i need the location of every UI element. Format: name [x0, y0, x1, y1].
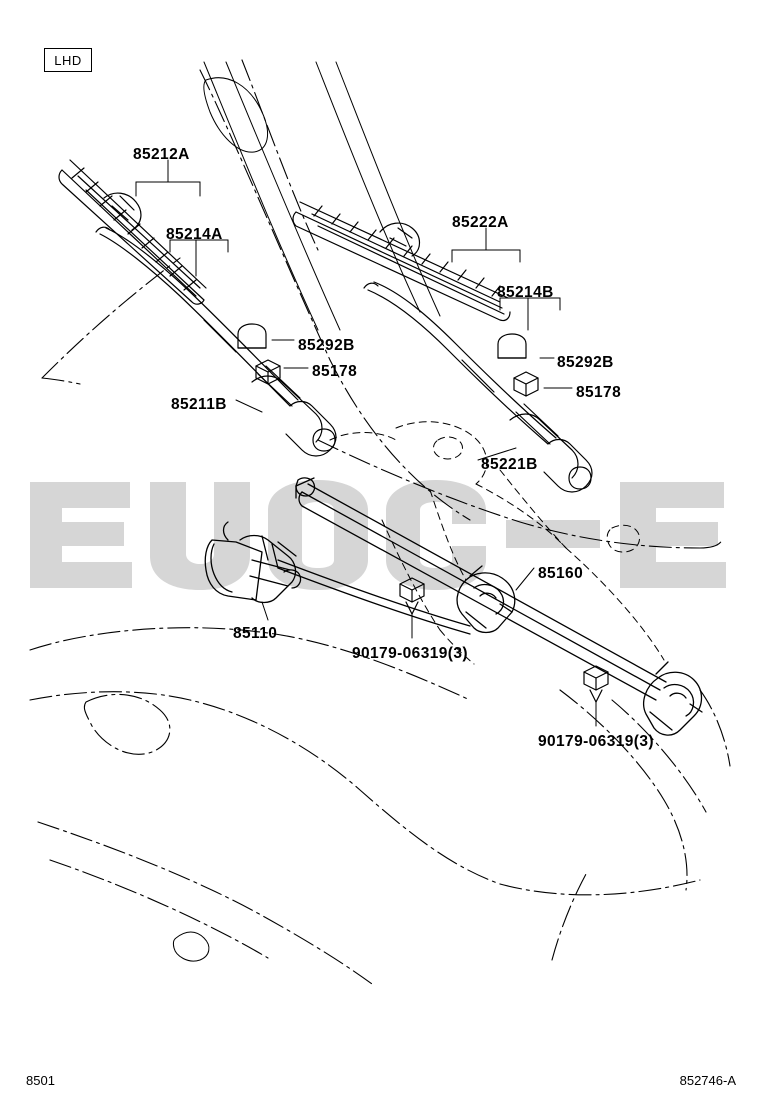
part-label-85178-right: 85178 [576, 384, 622, 401]
part-label-85292B-right: 85292B [557, 354, 614, 371]
part-label-85178-left: 85178 [312, 363, 358, 380]
part-label-85214A: 85214A [166, 226, 223, 243]
lhd-badge: LHD [44, 48, 92, 72]
part-label-85292B-left: 85292B [298, 337, 355, 354]
part-label-85222A: 85222A [452, 214, 509, 231]
part-label-85110: 85110 [233, 625, 278, 642]
part-label-85211B: 85211B [171, 396, 227, 413]
part-label-85212A: 85212A [133, 146, 190, 163]
part-label-85214B: 85214B [497, 284, 554, 301]
footer-figure-code: 852746-A [679, 1073, 736, 1088]
part-label-90179-06319-upper: 90179-06319(3) [352, 645, 468, 662]
part-label-85221B: 85221B [481, 456, 538, 473]
part-label-90179-06319-lower: 90179-06319(3) [538, 733, 654, 750]
footer-page-code: 8501 [26, 1073, 55, 1088]
part-label-85160: 85160 [538, 565, 584, 582]
